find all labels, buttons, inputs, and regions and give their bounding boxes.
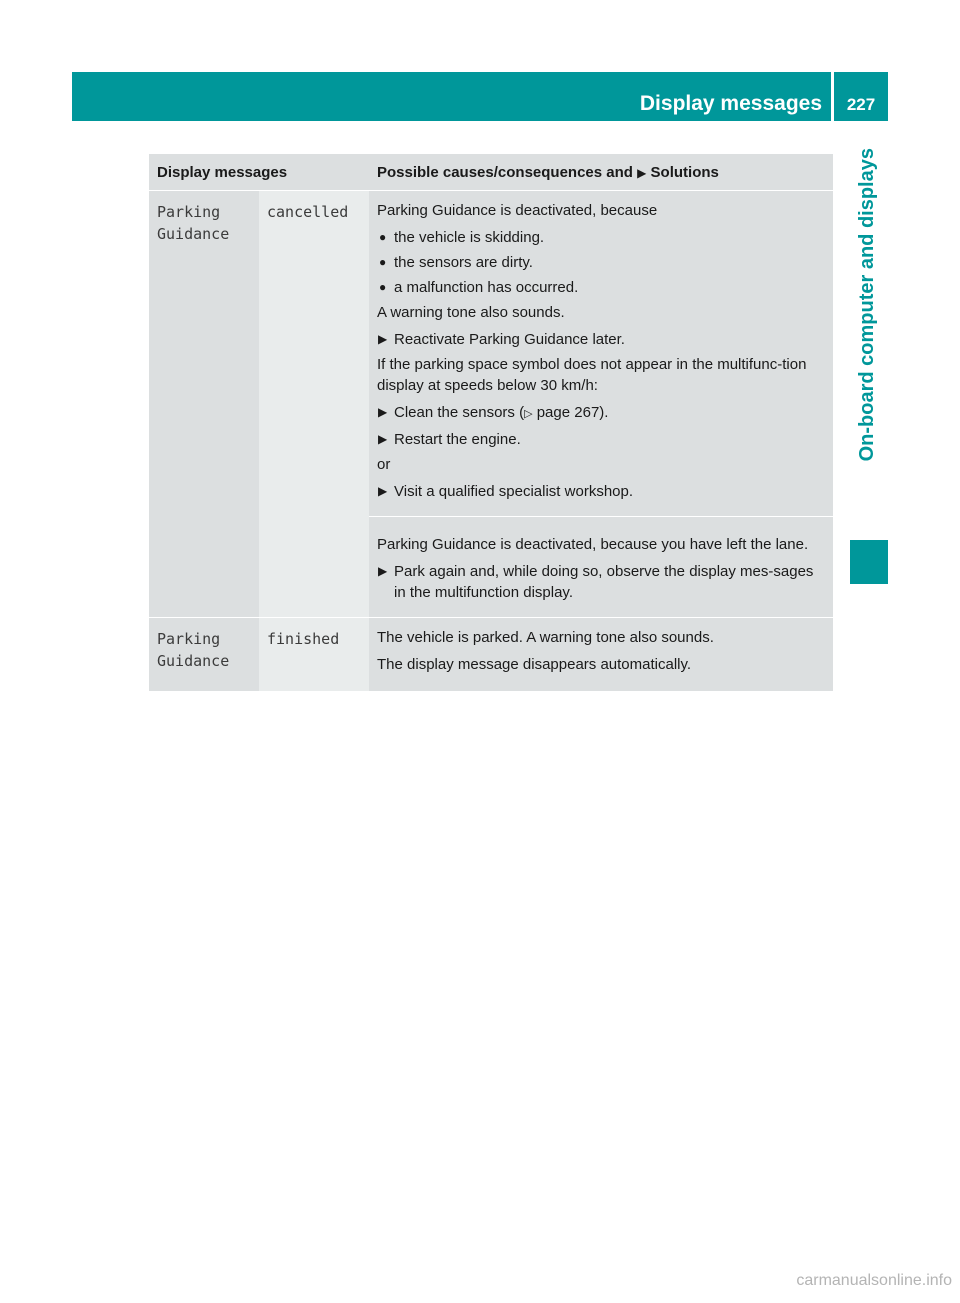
cause-intro: Parking Guidance is deactivated, because you have left the lane. bbox=[377, 536, 809, 553]
cause-cell bbox=[369, 191, 833, 517]
message-state: cancelled bbox=[267, 203, 349, 221]
message-name: Parking Guidance bbox=[157, 630, 230, 670]
col-header-display-messages bbox=[149, 154, 369, 191]
triangle-right-icon: ▶ bbox=[378, 564, 388, 578]
header-divider bbox=[831, 72, 834, 121]
side-tab-block bbox=[850, 540, 888, 584]
list-item: ● the vehicle is skidding. bbox=[379, 229, 545, 246]
bullet-dot-icon: ● bbox=[379, 280, 387, 294]
triangle-right-icon: ▶ bbox=[378, 432, 388, 446]
bullet-dot-icon: ● bbox=[379, 230, 387, 244]
display-messages-table bbox=[149, 154, 833, 691]
auto-disappear-note: The display message disappears automatically. bbox=[377, 656, 692, 673]
cause-cell bbox=[369, 618, 833, 692]
message-state: finished bbox=[267, 630, 340, 648]
action-step: ▶ Reactivate Parking Guidance later. bbox=[378, 331, 625, 348]
side-tab-label: On-board computer and displays bbox=[856, 148, 878, 462]
message-cell bbox=[149, 191, 259, 618]
col-header-display-messages-label: Display messages bbox=[157, 164, 288, 181]
page-reference[interactable]: page 267). bbox=[536, 404, 609, 421]
triangle-right-icon: ▶ bbox=[378, 484, 388, 498]
table-header-row bbox=[149, 154, 833, 191]
bullet-dot-icon: ● bbox=[379, 255, 387, 269]
cause-intro: Parking Guidance is deactivated, because bbox=[377, 202, 658, 219]
list-item: ● a malfunction has occurred. bbox=[379, 279, 579, 296]
triangle-right-icon: ▶ bbox=[378, 405, 388, 419]
page-number: 227 bbox=[846, 95, 876, 114]
message-state-cell bbox=[259, 618, 369, 692]
triangle-outline-icon: ▷ bbox=[524, 408, 533, 420]
page-section-title: Display messages bbox=[639, 92, 822, 115]
or-separator: or bbox=[377, 456, 391, 473]
message-state-cell bbox=[259, 191, 369, 618]
list-item: ● the sensors are dirty. bbox=[379, 254, 533, 271]
action-step: ▶ Clean the sensors (▷ page 267). bbox=[378, 404, 609, 421]
footer-watermark: carmanualsonline.info bbox=[796, 1272, 952, 1289]
col-header-solutions-label: Solutions bbox=[650, 164, 719, 181]
table-row bbox=[149, 618, 833, 692]
condition-note: If the parking space symbol does not appear in the multifunc-tion display at speeds below 30 km/h: bbox=[377, 356, 807, 394]
cause-cell bbox=[369, 517, 833, 618]
action-step: ▶ Restart the engine. bbox=[378, 431, 521, 448]
warning-tone-note: A warning tone also sounds. bbox=[377, 304, 565, 321]
triangle-right-icon: ▶ bbox=[637, 166, 647, 180]
col-header-causes-label: Possible causes/consequences and bbox=[377, 164, 633, 181]
col-header-causes bbox=[369, 154, 833, 191]
message-cell bbox=[149, 618, 259, 692]
side-tab bbox=[846, 148, 888, 533]
table-row bbox=[149, 191, 833, 517]
action-step: ▶ Visit a qualified specialist workshop. bbox=[378, 483, 634, 500]
triangle-right-icon: ▶ bbox=[378, 332, 388, 346]
parked-note: The vehicle is parked. A warning tone also sounds. bbox=[377, 629, 714, 646]
action-step: ▶ Park again and, while doing so, observe the display mes-sages in the multifunction display. bbox=[378, 563, 814, 601]
message-name: Parking Guidance bbox=[157, 203, 230, 243]
